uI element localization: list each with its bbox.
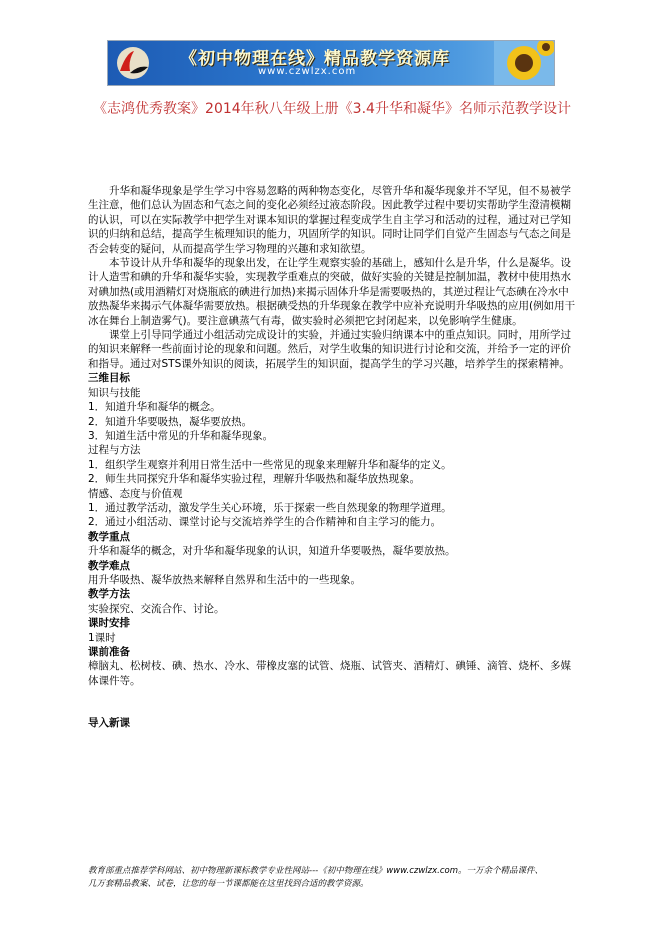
document-title: 《志鸿优秀教案》2014年秋八年级上册《3.4升华和凝华》名师示范教学设计 [93, 101, 571, 117]
paragraph-class: 课堂上引导同学通过小组活动完成设计的实验，并通过实验归纳课本中的重点知识。同时，用所学过的知识来解释一些前面讨论的现象和问题。然后，对学生收集的知识进行讨论和交流，并给予一定的评价和指导。通过对STS课外知识的阅读，拓展学生的知识面，提高学生的学习兴趣，培养学生的探索精神。 [88, 329, 571, 370]
paragraph-design: 本节设计从升华和凝华的现象出发，在让学生观察实验的基础上，感知什么是升华，什么是凝华。设计人造雪和碘的升华和凝华实验，实现教学重难点的突破，做好实验的关键是控制加温，教材中使用热水对碘加热(或用酒精灯对烧瓶底的碘进行加热)来揭示固体升华是需要吸热的，其逆过程让气态碘在冷水中放热凝华来揭示气体凝华需要放热。根据碘受热的升华现象在教学中应补充说明升华吸热的应用(例如用干冰在舞台上制造雾气)。要注意碘蒸气有毒，做实验时必须把它封闭起来，以免影响学生健康。 [88, 257, 576, 327]
schedule-heading: 课时安排 [88, 617, 130, 630]
emotion-item: 2．通过小组活动、课堂讨论与交流培养学生的合作精神和自主学习的能力。 [88, 516, 442, 529]
emotion-title: 情感、态度与价值观 [88, 487, 183, 500]
footer-line: 教育部重点推荐学科网站、初中物理新课标教学专业性网站---《初中物理在线》www.czwlzx.com。一万余个精品课件、 [88, 866, 544, 876]
document-body [88, 184, 578, 731]
knowledge-item: 1．知道升华和凝华的概念。 [88, 401, 221, 414]
knowledge-item: 2．知道升华要吸热，凝华要放热。 [88, 415, 253, 428]
page-footer [88, 865, 588, 891]
header-banner [107, 40, 555, 86]
emotion-item: 1．通过教学活动，激发学生关心环境，乐于探索一些自然现象的物理学道理。 [88, 501, 452, 514]
methods-text: 实验探究、交流合作、讨论。 [88, 602, 225, 615]
key-point-heading: 教学重点 [88, 530, 130, 543]
prep-heading: 课前准备 [88, 646, 130, 658]
process-title: 过程与方法 [88, 444, 141, 457]
intro-heading: 导入新课 [88, 717, 130, 730]
key-point-text: 升华和凝华的概念，对升华和凝华现象的认识，知道升华要吸热，凝华要放热。 [88, 545, 456, 558]
difficulty-heading: 教学难点 [88, 559, 130, 572]
knowledge-title: 知识与技能 [88, 386, 141, 399]
banner-title: 《初中物理在线》精品教学资源库 [180, 49, 450, 69]
prep-text: 樟脑丸、松树枝、碘、热水、冷水、带橡皮塞的试管、烧瓶、试管夹、酒精灯、碘锤、滴管、烧杯、多媒体课件等。 [88, 660, 571, 687]
knowledge-item: 3．知道生活中常见的升华和凝华现象。 [88, 429, 274, 442]
methods-heading: 教学方法 [88, 588, 130, 601]
footer-line: 几万套精品教案、试卷，让您的每一节课都能在这里找到合适的教学资源。 [88, 879, 369, 889]
difficulty-text: 用升华吸热、凝华放热来解释自然界和生活中的一些现象。 [88, 573, 361, 586]
paragraph-intro: 升华和凝华现象是学生学习中容易忽略的两种物态变化，尽管升华和凝华现象并不罕见，但不易被学生注意，他们总认为固态和气态之间的变化必须经过液态阶段。因此教学过程中要切实帮助学生澄清模糊的认识，可以在实际教学中把学生对课本知识的掌握过程变成学生自主学习和活动的过程，通过对已学知识的归纳和总结，提高学生梳理知识的能力，巩固所学的知识。同时让同学们自觉产生固态与气态之间是否会转变的疑问，从而提高学生学习物理的兴趣和求知欲望。 [88, 185, 571, 255]
process-item: 1．组织学生观察并利用日常生活中一些常见的现象来理解升华和凝华的定义。 [88, 458, 452, 471]
process-item: 2．师生共同探究升华和凝华实验过程，理解升华吸热和凝华放热现象。 [88, 473, 421, 486]
schedule-text: 1课时 [88, 631, 116, 644]
sunflower-image [494, 41, 554, 85]
banner-url[interactable]: www.czwlzx.com [258, 66, 357, 77]
goals-heading: 三维目标 [88, 372, 130, 385]
site-logo [114, 45, 152, 81]
